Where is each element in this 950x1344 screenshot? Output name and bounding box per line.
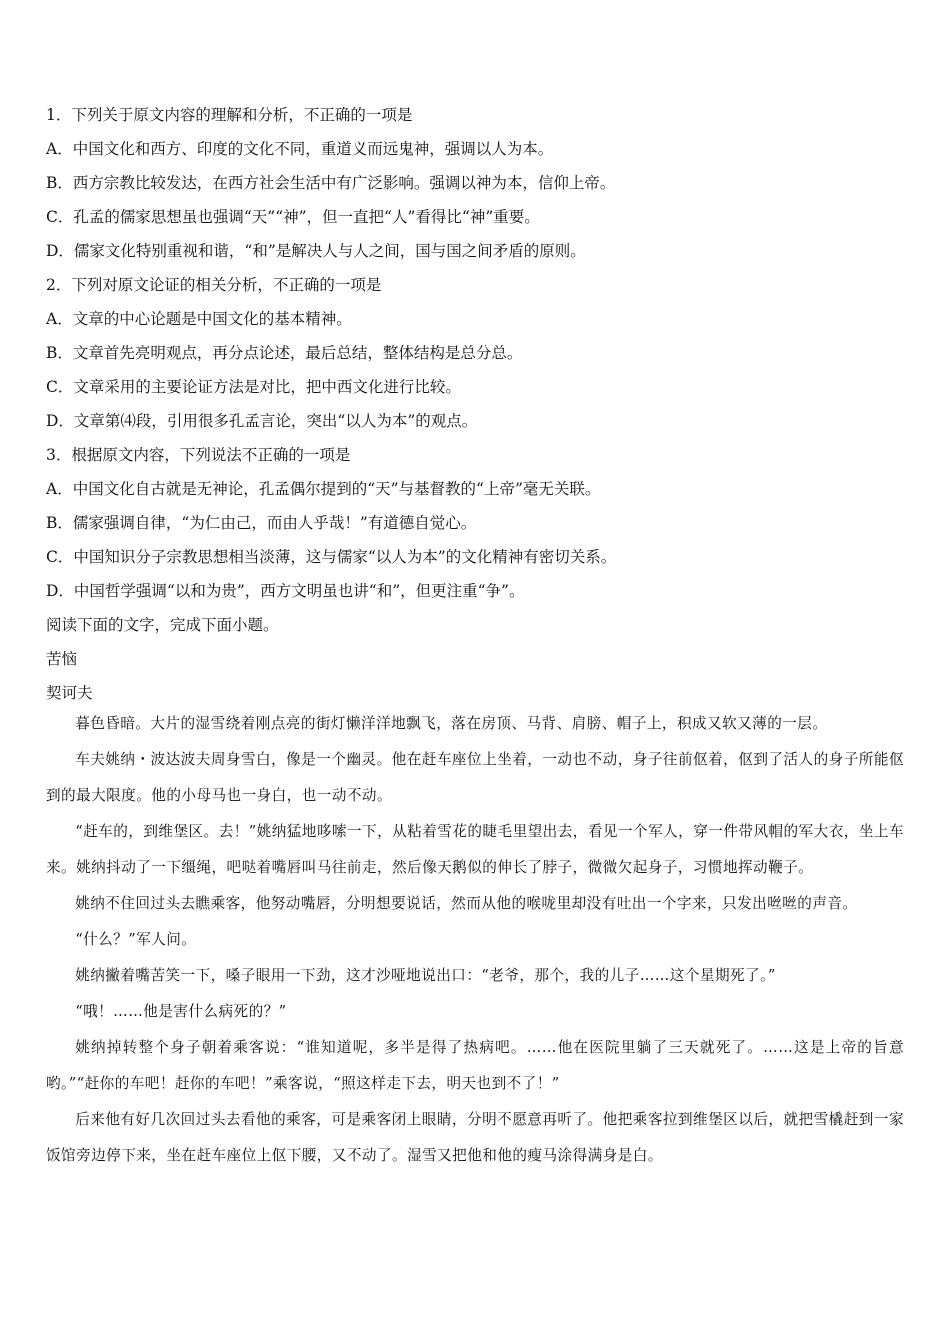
question-1-option-b: B．西方宗教比较发达，在西方社会生活中有广泛影响。强调以神为本，信仰上帝。 xyxy=(46,174,616,192)
question-2-option-d: D．文章第⑷段，引用很多孔孟言论，突出“以人为本”的观点。 xyxy=(46,412,478,430)
question-2-option-b: B．文章首先亮明观点，再分点论述，最后总结，整体结构是总分总。 xyxy=(46,344,523,362)
question-3-option-a: A．中国文化自古就是无神论，孔孟偶尔提到的“天”与基督教的“上帝”毫无关联。 xyxy=(46,480,601,498)
question-3-option-c: C．中国知识分子宗教思想相当淡薄，这与儒家“以人为本”的文化精神有密切关系。 xyxy=(46,548,617,566)
question-3-option-b: B．儒家强调自律，“为仁由己，而由人乎哉！”有道德自觉心。 xyxy=(46,514,477,532)
story-title: 苦恼 xyxy=(46,650,78,668)
question-1-option-c: C．孔孟的儒家思想虽也强调“天”“神”，但一直把“人”看得比“神”重要。 xyxy=(46,208,540,226)
story-author: 契诃夫 xyxy=(46,684,93,702)
reading-instruction: 阅读下面的文字，完成下面小题。 xyxy=(46,616,279,634)
story-paragraph: “赶车的，到维堡区。去！”姚纳猛地哆嗦一下，从粘着雪花的睫毛里望出去，看见一个军人，穿一件带风帽的军大衣，坐上车来。姚纳抖动了一下缰绳，吧哒着嘴唇叫马往前走，然后像天鹅似的伸长了脖子，微微欠起身子，习惯地挥动鞭子。 xyxy=(46,823,904,876)
question-2-option-c: C．文章采用的主要论证方法是对比，把中西文化进行比较。 xyxy=(46,378,461,396)
question-1-option-d: D．儒家文化特别重视和谐，“和”是解决人与人之间，国与国之间矛盾的原则。 xyxy=(46,242,586,260)
story-paragraph: 姚纳不住回过头去瞧乘客，他努动嘴唇，分明想要说话，然而从他的喉咙里却没有吐出一个字来，只发出咝咝的声音。 xyxy=(75,895,858,912)
question-3-option-d: D．中国哲学强调“以和为贵”，西方文明虽也讲“和”，但更注重“争”。 xyxy=(46,582,525,600)
questions-section xyxy=(46,98,906,710)
story-paragraph: 后来他有好几次回过头去看他的乘客，可是乘客闭上眼睛，分明不愿意再听了。他把乘客拉到维堡区以后，就把雪橇赶到一家饭馆旁边停下来，坐在赶车座位上伛下腰，又不动了。湿雪又把他和他的瘦马涂得满身是白。 xyxy=(46,1111,904,1164)
question-2-stem: 2．下列对原文论证的相关分析，不正确的一项是 xyxy=(46,276,382,294)
story-paragraph: 姚纳掉转整个身子朝着乘客说：“谁知道呢，多半是得了热病吧。……他在医院里躺了三天就死了。……这是上帝的旨意哟。”“赶你的车吧！赶你的车吧！”乘客说，“照这样走下去，明天也到不了！” xyxy=(46,1039,904,1092)
story-body xyxy=(46,706,904,1174)
question-3-stem: 3．根据原文内容，下列说法不正确的一项是 xyxy=(46,446,351,464)
question-1-option-a: A．中国文化和西方、印度的文化不同，重道义而远鬼神，强调以人为本。 xyxy=(46,140,554,158)
story-paragraph: “哦！……他是害什么病死的？” xyxy=(75,1003,287,1020)
story-paragraph: 车夫姚纳・波达波夫周身雪白，像是一个幽灵。他在赶车座位上坐着，一动也不动，身子往前伛着，伛到了活人的身子所能伛到的最大限度。他的小母马也一身白，也一动不动。 xyxy=(46,751,904,804)
story-paragraph: 姚纳撇着嘴苦笑一下，嗓子眼用一下劲，这才沙哑地说出口：“老爷，那个，我的儿子……这个星期死了。” xyxy=(75,967,776,984)
story-paragraph: 暮色昏暗。大片的湿雪绕着刚点亮的街灯懒洋洋地飘飞，落在房顶、马背、肩膀、帽子上，积成又软又薄的一层。 xyxy=(75,715,828,732)
question-2-option-a: A．文章的中心论题是中国文化的基本精神。 xyxy=(46,310,352,328)
question-1-stem: 1．下列关于原文内容的理解和分析，不正确的一项是 xyxy=(46,106,413,124)
story-paragraph: “什么？”军人问。 xyxy=(75,931,197,948)
